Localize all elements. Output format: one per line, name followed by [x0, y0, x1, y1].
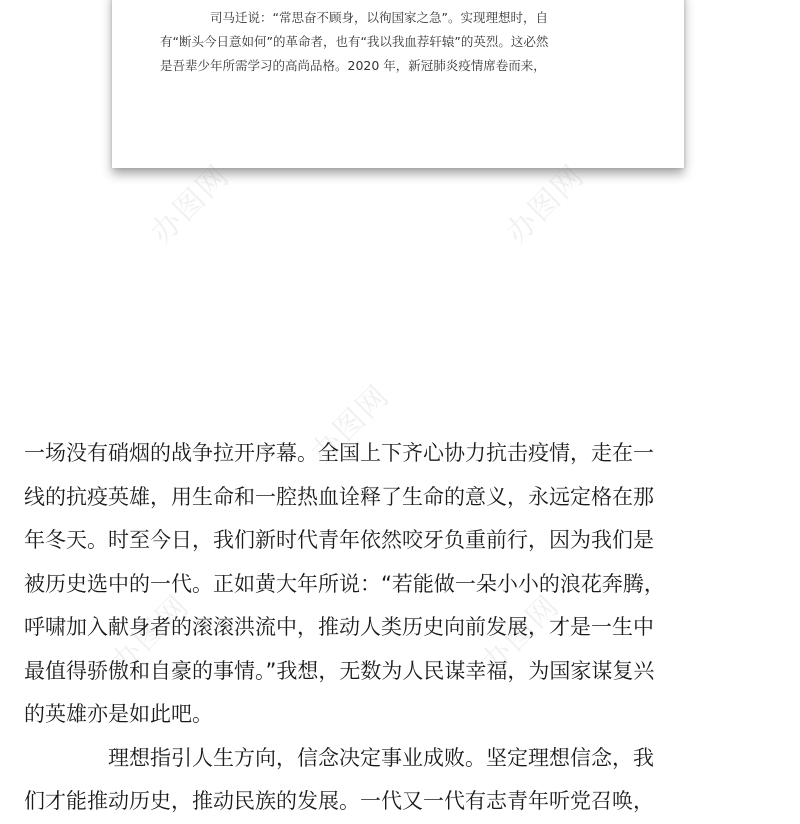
card-line: 司马迁说：“常思奋不顾身，以徇国家之急”。实现理想时，自: [210, 10, 548, 25]
card-line: 有“断头今日意如何”的革命者，也有“我以我血荐轩辕”的英烈。这必然: [160, 34, 549, 49]
body-line: 呼啸加入献身者的滚滚洪流中，推动人类历史向前发展，才是一生中: [24, 615, 654, 639]
watermark: 办图网: [104, 588, 197, 681]
body-line: 线的抗疫英雄，用生命和一腔热血诠释了生命的意义，永远定格在那: [24, 484, 654, 509]
body-line: 被历史选中的一代。正如黄大年所说：“若能做一朵小小的浪花奔腾，: [24, 571, 665, 596]
body-line: 的英雄亦是如此吧。: [24, 702, 213, 726]
watermark: 办图网: [499, 158, 592, 251]
body-text: [24, 432, 714, 824]
watermark: 办图网: [144, 158, 237, 251]
watermark: 办图网: [304, 378, 397, 471]
body-line: 们才能推动历史，推动民族的发展。一代又一代有志青年听党召唤，: [24, 789, 654, 813]
body-line: 一场没有硝烟的战争拉开序幕。全国上下齐心协力抗击疫情，走在一: [24, 441, 654, 465]
preview-card-text: [160, 6, 640, 78]
body-line: 年冬天。时至今日，我们新时代青年依然咬牙负重前行，因为我们是: [24, 528, 654, 552]
body-line: 理想指引人生方向，信念决定事业成败。坚定理想信念，我: [108, 745, 654, 770]
card-line: 是吾辈少年所需学习的高尚品格。2020 年，新冠肺炎疫情席卷而来，: [160, 58, 546, 73]
watermark: 办图网: [474, 588, 567, 681]
body-line: 最值得骄傲和自豪的事情。”我想，无数为人民谋幸福，为国家谋复兴: [24, 658, 655, 683]
preview-card: [112, 0, 684, 168]
